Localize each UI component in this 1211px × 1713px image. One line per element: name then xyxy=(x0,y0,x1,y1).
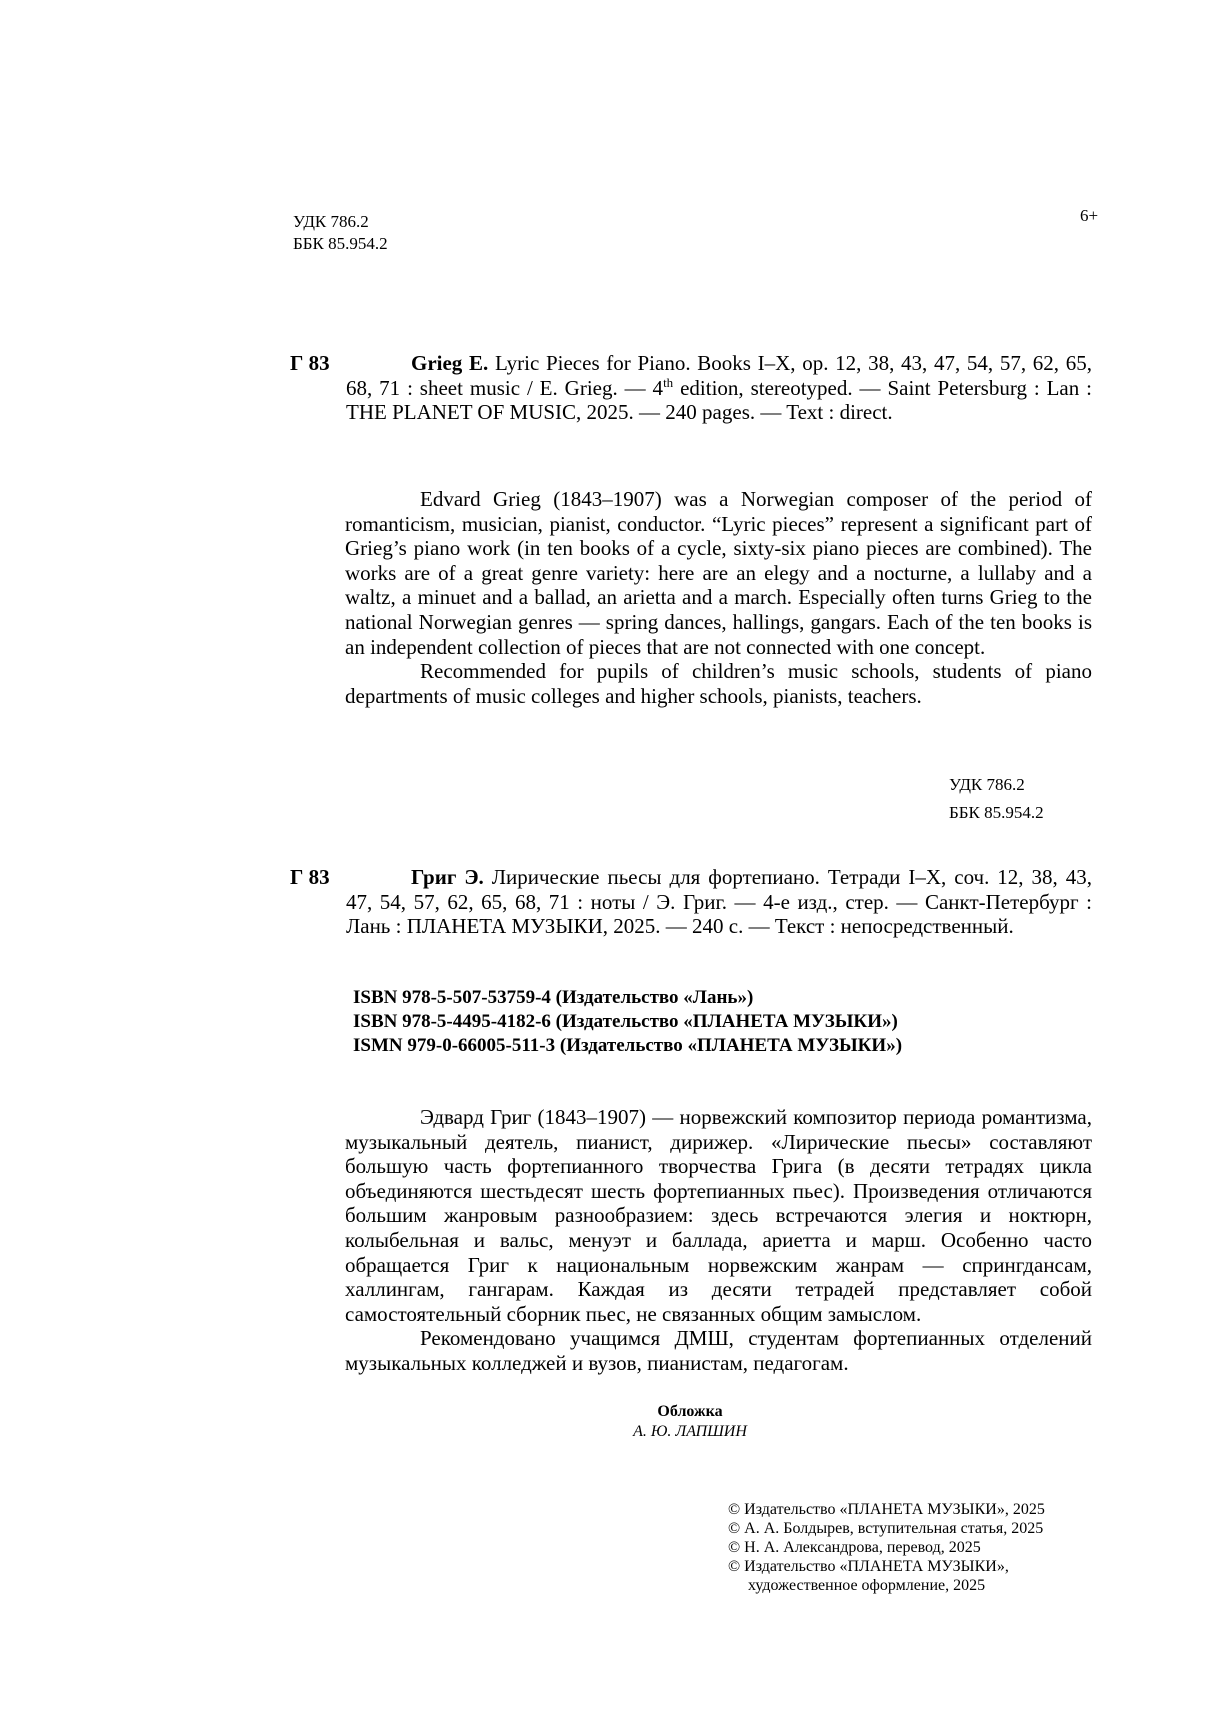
russian-bibliographic-entry xyxy=(290,865,1092,939)
entry-text xyxy=(346,865,1092,939)
entry-author: Grieg E. xyxy=(411,351,489,375)
udk-code: УДК 786.2 xyxy=(949,775,1025,794)
isbn-line: ISBN 978-5-507-53759-4 (Издательство «Лань») xyxy=(353,987,754,1008)
copyright-line: © А. А. Болдырев, вступительная статья, 2025 xyxy=(728,1520,1044,1537)
entry-text-body: Лирические пьесы для фортепиано. Тетради I–X, соч. 12, 38, 43, 47, 54, 57, 62, 65, 68, 71 : ноты / Э. Григ. — 4-е изд., стер. — Санкт-Петербург : Лань : ПЛАНЕТА МУЗЫКИ, 2025. — 240 с. — Текст : непосредственный. xyxy=(346,865,1092,939)
annotation-paragraph: Эдвард Григ (1843–1907) — норвежский композитор периода романтизма, музыкальный деятель, пианист, дирижер. «Лирические пьесы» составляют большую часть фортепианного творчества Грига (в десяти тетрадях цикла объединяются шестьдесят шесть фортепианных пьес). Произведения отличаются большим жанровым разнообразием: здесь встречаются элегия и ноктюрн, колыбельная и вальс, менуэт и баллада, ариетта и марш. Особенно часто обращается Григ к национальным норвежским жанрам — спрингдансам, халлингам, гангарам. Каждая из десяти тетрадей представляет собой самостоятельный сборник пьес, не связанных общим замыслом. xyxy=(345,1105,1092,1326)
entry-text-part2: edition, stereotyped. — Saint Petersburg : Lan : THE PLANET OF MUSIC, 2025. — 240 pages. — Text : direct. xyxy=(346,375,1093,425)
isbn-line: ISBN 978-5-4495-4182-6 (Издательство «ПЛАНЕТА МУЗЫКИ») xyxy=(353,1011,898,1032)
bbk-code: ББК 85.954.2 xyxy=(293,234,388,253)
english-annotation xyxy=(345,487,1092,708)
entry-code: Г 83 xyxy=(290,865,330,889)
cover-credit xyxy=(560,1402,820,1442)
isbn-block xyxy=(353,986,902,1058)
entry-text xyxy=(346,351,1092,425)
entry-superscript: th xyxy=(663,374,674,390)
cover-artist: А. Ю. ЛАПШИН xyxy=(633,1423,747,1440)
annotation-paragraph: Рекомендовано учащимся ДМШ, студентам фортепианных отделений музыкальных колледжей и вузов, пианистам, педагогам. xyxy=(345,1326,1092,1375)
ismn-line: ISMN 979-0-66005-511-3 (Издательство «ПЛАНЕТА МУЗЫКИ») xyxy=(353,1035,903,1056)
english-bibliographic-entry xyxy=(290,351,1092,425)
age-rating: 6+ xyxy=(1080,206,1099,225)
copyright-line: © Издательство «ПЛАНЕТА МУЗЫКИ», 2025 xyxy=(728,1501,1045,1518)
entry-text-part1: Lyric Pieces for Piano. Books I–X, op. 12, 38, 43, 47, 54, 57, 62, 65, 68, 71 : sheet music / E. Grieg. — 4 xyxy=(346,351,1092,400)
russian-annotation xyxy=(345,1105,1092,1376)
entry-code: Г 83 xyxy=(290,351,330,375)
copyright-line: © Издательство «ПЛАНЕТА МУЗЫКИ», xyxy=(728,1558,1009,1575)
annotation-paragraph: Recommended for pupils of children’s music schools, students of piano departments of music colleges and higher schools, pianists, teachers. xyxy=(345,659,1092,708)
entry-author: Григ Э. xyxy=(411,865,484,889)
annotation-paragraph: Edvard Grieg (1843–1907) was a Norwegian composer of the period of romanticism, musician, pianist, conductor. “Lyric pieces” represent a significant part of Grieg’s piano work (in ten books of a cycle, sixty-six piano pieces are combined). The works are of a great genre variety: here are an elegy and a nocturne, a lullaby and a waltz, a minuet and a ballad, an arietta and a march. Especially often turns Grieg to the national Norwegian genres — spring dances, hallings, gangars. Each of the ten books is an independent collection of pieces that are not connected with one concept. xyxy=(345,487,1092,659)
copyright-block xyxy=(728,1500,1045,1595)
classification-block xyxy=(949,771,1044,827)
header-classification xyxy=(293,211,388,255)
bbk-code: ББК 85.954.2 xyxy=(949,803,1044,822)
udk-code: УДК 786.2 xyxy=(293,212,369,231)
cover-label: Обложка xyxy=(657,1403,723,1420)
copyright-line: © Н. А. Александрова, перевод, 2025 xyxy=(728,1539,981,1556)
copyright-line: художественное оформление, 2025 xyxy=(748,1577,986,1594)
